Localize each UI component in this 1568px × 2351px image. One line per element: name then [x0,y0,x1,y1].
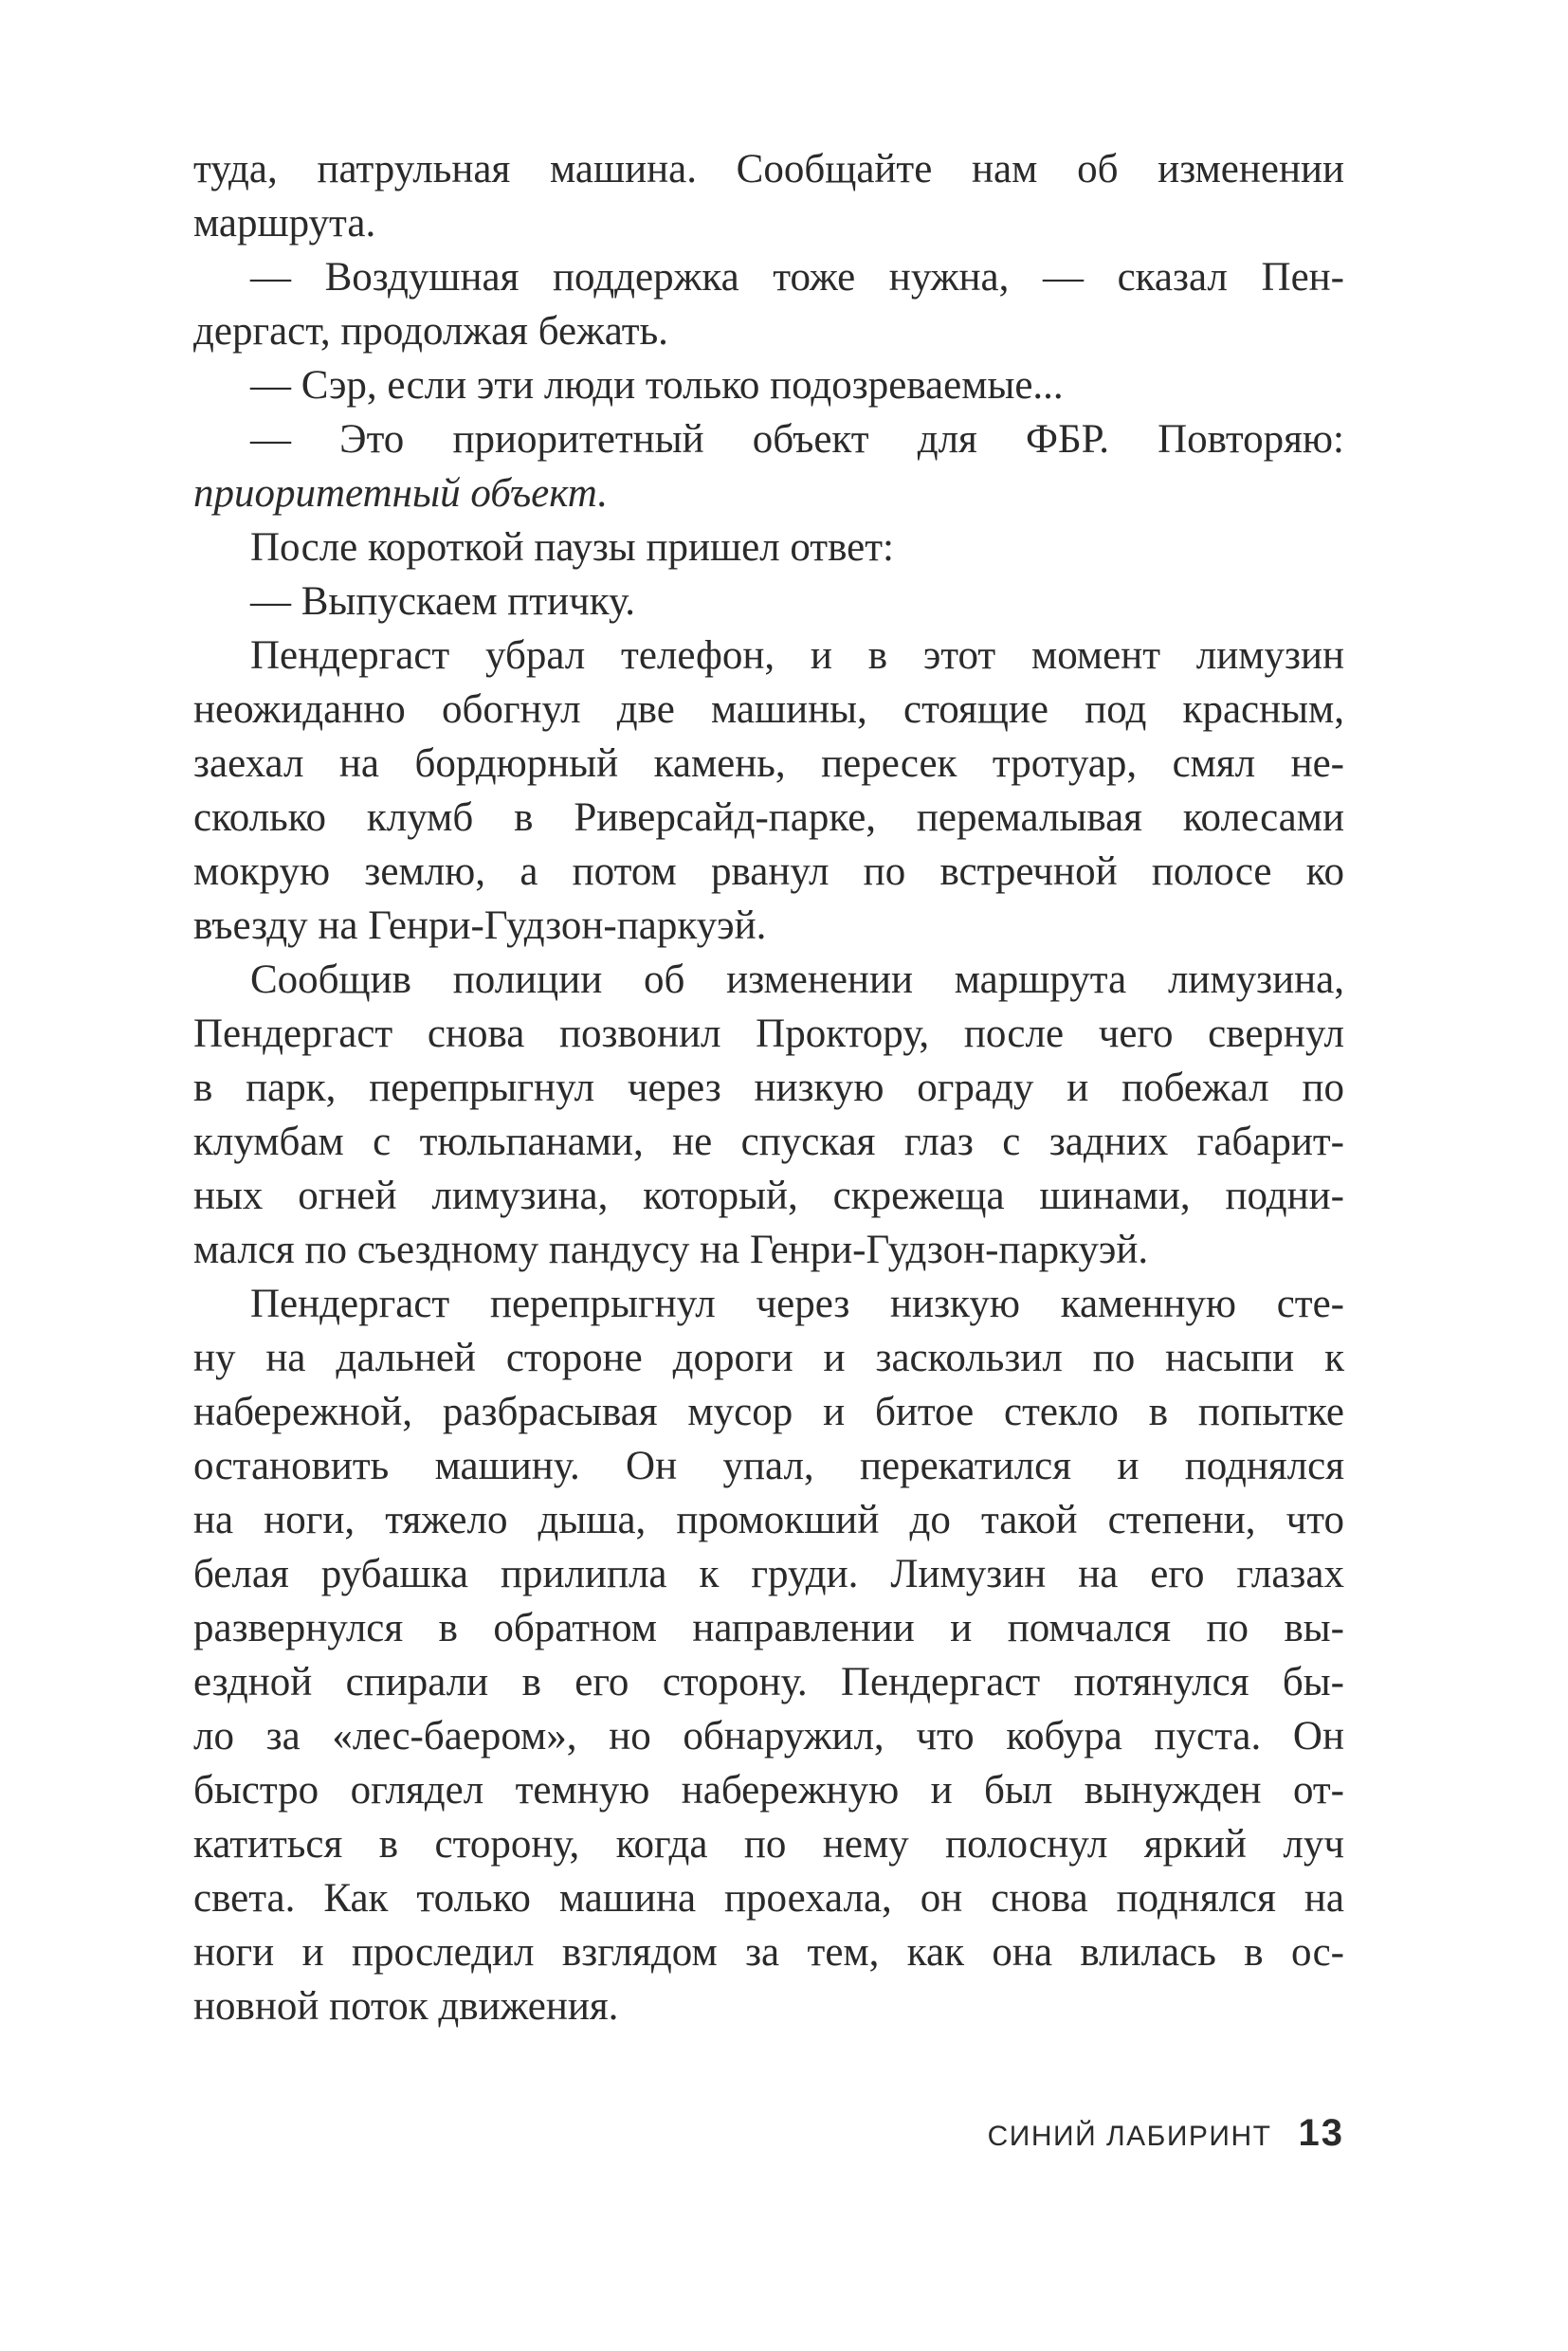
text-line: Пендергаст убрал телефон, и в этот момент лимузин [250,633,1344,678]
text-line: сколько клумб в Риверсайд-парке, перемалывая колесами [193,795,1344,840]
text-line: мокрую землю, а потом рванул по встречной полосе ко [193,849,1344,894]
text-line: Пендергаст снова позвонил Проктору, после чего свернул [193,1011,1344,1056]
text-line: ных огней лимузина, который, скрежеща шинами, подни- [193,1174,1344,1218]
text-line: туда, патрульная машина. Сообщайте нам об изменении [193,147,1344,191]
body-text [193,142,1344,2033]
text-line: приоритетный объект. [193,471,609,516]
text-line: ло за «лес-баером», но обнаружил, что кобура пуста. Он [193,1714,1344,1759]
page-footer [988,2112,1344,2155]
text-line: новной поток движения. [193,1984,619,2029]
text-line: заехал на бордюрный камень, пересек тротуар, смял не- [193,741,1344,786]
text-line: ездной спирали в его сторону. Пендергаст потянулся бы- [193,1660,1344,1704]
text-line: Пендергаст перепрыгнул через низкую каменную сте- [250,1282,1344,1326]
text-line: быстро оглядел темную набережную и был вынужден от- [193,1768,1344,1813]
page-number: 13 [1298,2112,1344,2154]
text-line: ноги и проследил взглядом за тем, как она влилась в ос- [193,1930,1344,1975]
text-line: Сообщив полиции об изменении маршрута лимузина, [250,957,1344,1002]
text-line: маршрута. [193,201,376,246]
text-line: остановить машину. Он упал, перекатился и поднялся [193,1444,1344,1488]
text-line: в парк, перепрыгнул через низкую ограду и побежал по [193,1066,1344,1110]
text-line: — Сэр, если эти люди только подозреваемые... [250,363,1064,408]
text-line: — Воздушная поддержка тоже нужна, — сказал Пен- [250,255,1344,300]
text-line: света. Как только машина проехала, он снова поднялся на [193,1876,1344,1921]
text-line: въезду на Генри-Гудзон-паркуэй. [193,903,767,948]
text-line: — Выпускаем птичку. [250,579,635,624]
text-line: ну на дальней стороне дороги и заскользил по насыпи к [193,1336,1344,1380]
text-line: белая рубашка прилипла к груди. Лимузин на его глазах [193,1552,1344,1596]
text-line: набережной, разбрасывая мусор и битое стекло в попытке [193,1390,1344,1434]
text-line: на ноги, тяжело дыша, промокший до такой степени, что [193,1498,1344,1542]
text-line: клумбам с тюльпанами, не спуская глаз с задних габарит- [193,1120,1344,1164]
text-line: неожиданно обогнул две машины, стоящие под красным, [193,687,1344,732]
text-line: — Это приоритетный объект для ФБР. Повторяю: [250,417,1344,462]
text-line: мался по съездному пандусу на Генри-Гудзон-паркуэй. [193,1228,1149,1272]
text-line: дергаст, продолжая бежать. [193,309,668,354]
text-line: После короткой паузы пришел ответ: [250,525,894,570]
text-line: развернулся в обратном направлении и помчался по вы- [193,1606,1344,1650]
running-title: СИНИЙ ЛАБИРИНТ [987,2121,1272,2152]
text-line: катиться в сторону, когда по нему полоснул яркий луч [193,1822,1344,1867]
